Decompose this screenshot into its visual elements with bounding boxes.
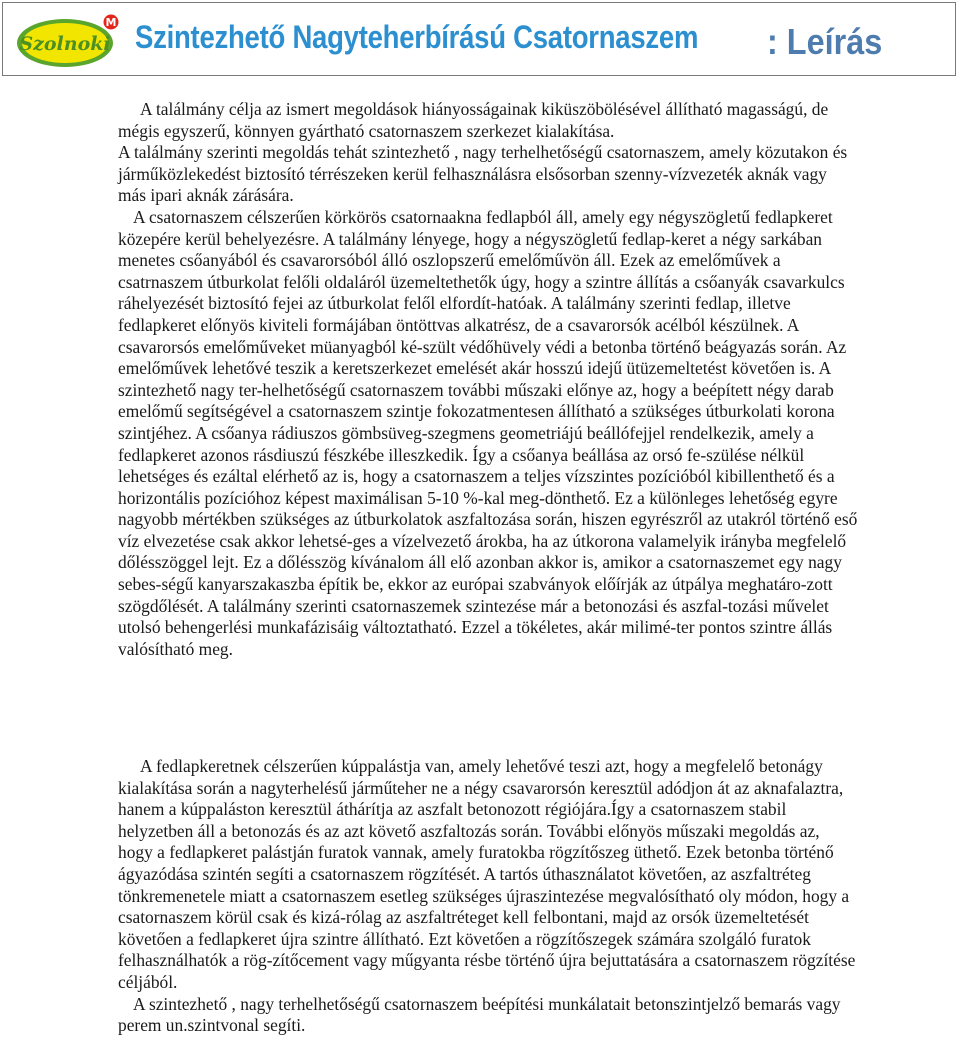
logo-mark: M: [105, 16, 117, 29]
paragraph-solution: A találmány szerinti megoldás tehát szintezhető , nagy terhelhetőségű csatornaszem, amely közutakon és járműközlekedést biztosító térrészeken kerül felhasználásra elsősorban szenny-vízvezeték aknák vagy más ipari aknák zárására.: [118, 142, 848, 206]
description-block-2: [118, 756, 858, 1037]
page-title: Szintezhető Nagyteherbírású Csatornaszem: [135, 19, 699, 55]
paragraph-construction: A csatornaszem célszerűen körkörös csatornaakna fedlapból áll, amely egy négyszögletű fedlapkeret közepére kerül behelyezésre. A találmány lényege, hogy a négyszögletű fedlap-keret a négy sarkában menetes csőanyából és csavarorsóból álló oszlopszerű emelőművön áll. Ezek az emelőművek a csatrnaszem útburkolat felőli oldaláról üzemeltethetők úgy, hogy a szintre állítás a csőanyák csavarkulcs ráhelyezését biztosító fejei az útburkolat felől elfordít-hatóak. A találmány szerinti fedlap, illetve fedlapkeret előnyös kiviteli formájában öntöttvas alkatrész, de a csavarorsók acélból készülnek. A csavarorsós emelőműveket müanyagból ké-szült védőhüvely védi a betonba történő beágyazás során. Az emelőművek lehetővé teszik a keretszerkezet emelését akár hosszú idejű ütüzemeltetést követően is. A szintezhető nagy ter-helhetőségű csatornaszem további műszaki előnye az, hogy a beépített négy darab emelőmű segítségével a csatornaszem szintje fokozatmentesen állítható a szükséges útburkolati korona szintjéhez. A csőanya rádiuszos gömbsüveg-szegmens geometriájú beállófejjel rendelkezik, amely a fedlapkeret azonos rásdiuszú fészkébe illeszkedik. Így a csőanya beállása az orsó fe-szülése nélkül lehetséges és ezáltal elérhető az is, hogy a csatornaszem a teljes vízszintes pozícióból kibillenthető és a horizontális pozícióhoz képest maximálisan 5-10 %-kal meg-dönthető. Ez a különleges lehetőség egyre nagyobb mértékben szükséges az útburkolatok aszfaltozása során, hiszen egyrészről az utakról történő eső víz elvezetése csak akkor lehetsé-ges a vízelvezető árokba, ha az útkorona valamelyik irányba megfelelő dőlésszöggel lejt. Ez a dőlésszög kívánalom áll elő azonban akkor is, amikor a csatornaszemet egy nagy sebes-ségű kanyarszakaszba építik be, ekkor az európai szabványok előírják az útpálya meghatáro-zott szögdőlését. A találmány szerinti csatornaszemek szintezése már a betonozási és aszfal-tozási művelet utolsó behengerlési munkafázisáig változtatható. Ezzel a tökéletes, akár milimé-ter pontos szintre állás valósítható meg.: [118, 206, 858, 659]
paragraph-installation: A szintezhető , nagy terhelhetőségű csatornaszem beépítési munkálatait betonszintjelző bemarás vagy perem un.szintvonal segíti.: [118, 993, 841, 1036]
szolnoki-logo: [15, 13, 119, 69]
section-label: : Leírás: [767, 21, 883, 62]
paragraph-purpose: A találmány célja az ismert megoldások hiányosságainak kiküszöbölésével állítható magasságú, de mégis egyszerű, könnyen gyártható csatornaszem szerkezet kialakítása.: [118, 99, 829, 141]
page-header: [2, 2, 956, 76]
logo-text: Szolnoki: [19, 33, 111, 55]
description-block: [118, 99, 858, 660]
paragraph-frame: A fedlapkeretnek célszerűen kúppalástja van, amely lehetővé teszi azt, hogy a megfelelő betonágy kialakítása során a nagyterhelésű járműteher ne a négy csavarorsón keresztül adódjon át az aknafalaztra, hanem a kúppaláston keresztül áthárítja az aszfalt betonozott régiójára.Így a csatornaszem stabil helyzetben áll a betonozás és az azt követő aszfaltozás során. További előnyös műszaki megoldás az, hogy a fedlapkeret palástján furatok vannak, amely furatokba rögzítőszeg üthető. Ezek betonba történő ágyazódása szintén segíti a csatornaszem rögzítését. A tartós úthasználatot követően, az aszfaltréteg tönkremenetele miatt a csatornaszem esetleg szükséges újraszintezése megvalósítható oly módon, hogy a csatornaszem körül csak és kizá-rólag az aszfaltréteget kell felbontani, majd az orsók üzemeltetését követően a fedlapkeret újra szintre állítható. Ezt követően a rögzítőszegek számára szolgáló furatok felhasználhatók a rög-zítőcement vagy műgyanta résbe történő újra bejuttatására a csatornaszem rögzítése céljából.: [118, 756, 856, 992]
